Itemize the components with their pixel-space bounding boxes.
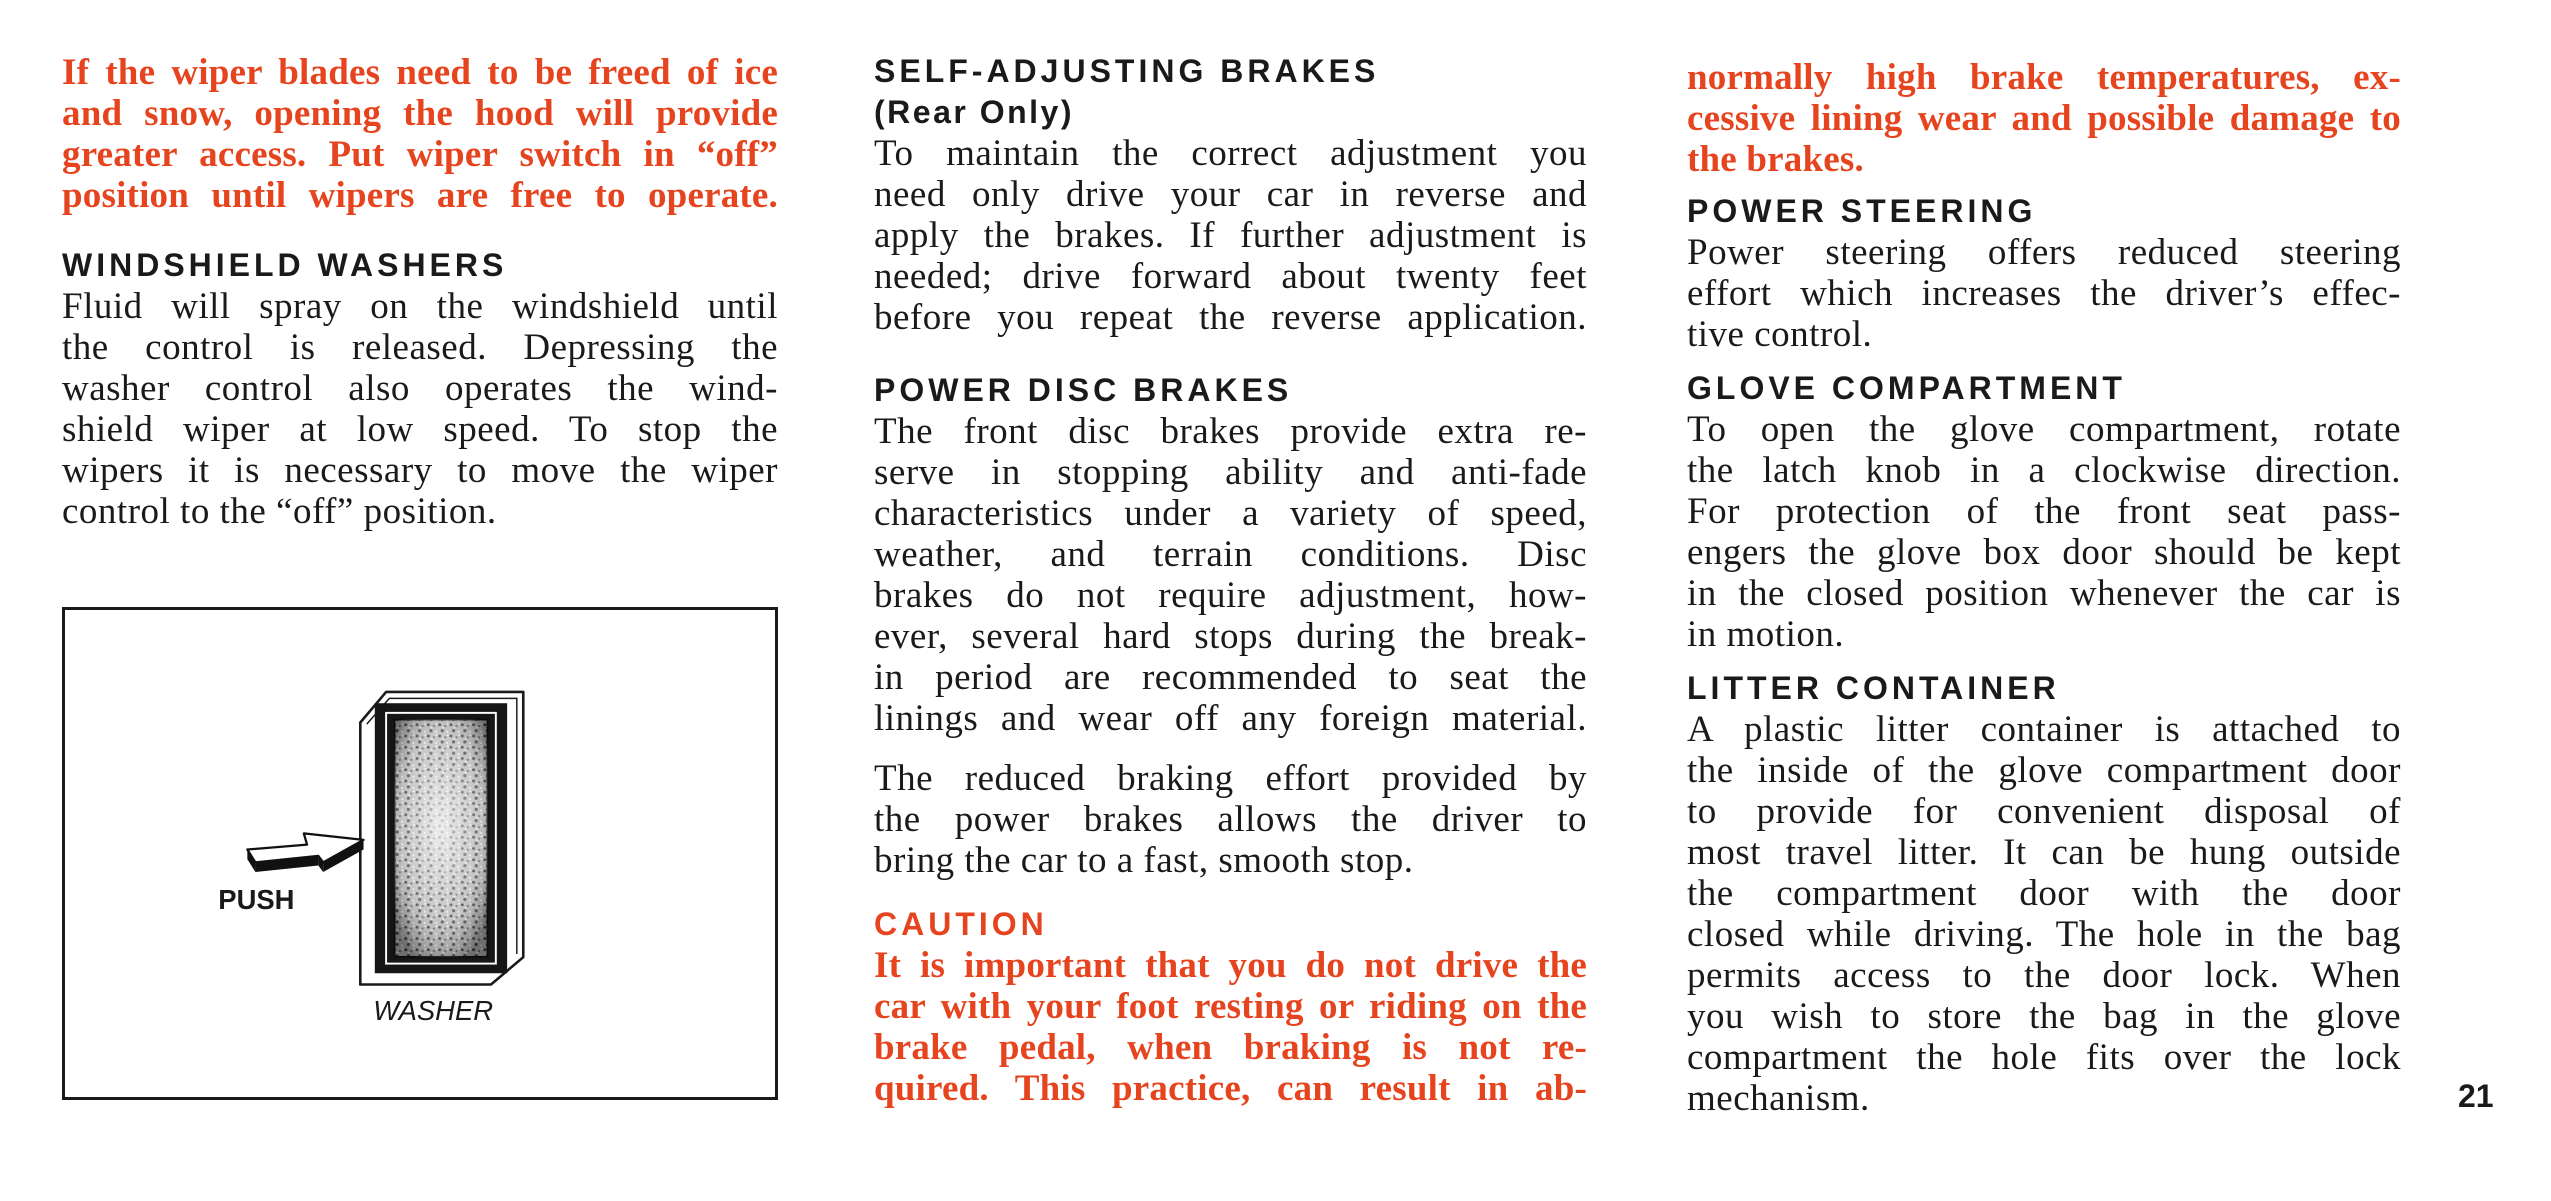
text-line: the brakes.	[1687, 139, 1864, 180]
push-arrow-icon	[247, 833, 363, 872]
text-line: wipers it is necessary to move the wiper	[62, 450, 778, 491]
switch-button-panel-shade	[394, 719, 488, 957]
washer-switch-illustration	[65, 610, 775, 1097]
text-line: engers the glove box door should be kept	[1687, 532, 2401, 573]
text-line: The front disc brakes provide extra re-	[874, 411, 1587, 452]
caution-continued	[1687, 57, 2401, 180]
self-adjusting-brakes-subheading: (Rear Only)	[874, 94, 1074, 130]
text-line: needed; drive forward about twenty feet	[874, 256, 1587, 297]
glove-compartment-heading: GLOVE COMPARTMENT	[1687, 370, 2126, 406]
text-line: linings and wear off any foreign material.	[874, 698, 1587, 739]
page-number: 21	[2458, 1078, 2494, 1114]
text-line: It is important that you do not drive the	[874, 945, 1587, 986]
reduced-braking-paragraph	[874, 758, 1587, 881]
text-line: compartment the hole fits over the lock	[1687, 1037, 2401, 1078]
text-line: the compartment door with the door	[1687, 873, 2401, 914]
text-line: and snow, opening the hood will provide	[62, 93, 778, 134]
text-line: brakes do not require adjustment, how-	[874, 575, 1587, 616]
text-line: normally high brake temperatures, ex-	[1687, 57, 2401, 98]
self-adjusting-brakes-section	[874, 51, 1587, 338]
text-line: shield wiper at low speed. To stop the	[62, 409, 778, 450]
text-line: brake pedal, when braking is not re-	[874, 1027, 1587, 1068]
text-line: before you repeat the reverse application.	[874, 297, 1587, 338]
text-line: To open the glove compartment, rotate	[1687, 409, 2401, 450]
text-line: bring the car to a fast, smooth stop.	[874, 840, 1414, 881]
text-line: the power brakes allows the driver to	[874, 799, 1587, 840]
text-line: most travel litter. It can be hung outside	[1687, 832, 2401, 873]
text-line: the latch knob in a clockwise direction.	[1687, 450, 2401, 491]
washer-label: WASHER	[373, 994, 494, 1026]
power-disc-brakes-heading: POWER DISC BRAKES	[874, 372, 1293, 408]
caution-heading: CAUTION	[874, 906, 1048, 942]
text-line: tive control.	[1687, 314, 1873, 355]
text-line: closed while driving. The hole in the bag	[1687, 914, 2401, 955]
text-line: need only drive your car in reverse and	[874, 174, 1587, 215]
wiper-ice-note	[62, 52, 778, 216]
text-line: position until wipers are free to operate.	[62, 175, 778, 216]
text-line: in period are recommended to seat the	[874, 657, 1587, 698]
text-line: Power steering offers reduced steering	[1687, 232, 2401, 273]
power-disc-brakes-section	[874, 370, 1587, 739]
windshield-washers-heading: WINDSHIELD WASHERS	[62, 247, 508, 283]
text-line: characteristics under a variety of speed,	[874, 493, 1587, 534]
text-line: To maintain the correct adjustment you	[874, 133, 1587, 174]
power-steering-heading: POWER STEERING	[1687, 193, 2037, 229]
text-line: effort which increases the driver’s effec-	[1687, 273, 2401, 314]
text-line: control to the “off” position.	[62, 491, 497, 532]
glove-compartment-section	[1687, 368, 2401, 655]
caution-section	[874, 904, 1587, 1109]
windshield-washers-section	[62, 245, 778, 532]
text-line: mechanism.	[1687, 1078, 1870, 1119]
push-label: PUSH	[218, 884, 295, 915]
text-line: greater access. Put wiper switch in “off”	[62, 134, 778, 175]
self-adjusting-brakes-heading: SELF-ADJUSTING BRAKES	[874, 53, 1380, 89]
text-line: serve in stopping ability and anti-fade	[874, 452, 1587, 493]
text-line: in motion.	[1687, 614, 1845, 655]
text-line: quired. This practice, can result in ab-	[874, 1068, 1587, 1109]
text-line: For protection of the front seat pass-	[1687, 491, 2401, 532]
text-line: weather, and terrain conditions. Disc	[874, 534, 1587, 575]
text-line: in the closed position whenever the car is	[1687, 573, 2401, 614]
text-line: the inside of the glove compartment door	[1687, 750, 2401, 791]
power-steering-section	[1687, 191, 2401, 355]
text-line: permits access to the door lock. When	[1687, 955, 2401, 996]
text-line: car with your foot resting or riding on the	[874, 986, 1587, 1027]
text-line: you wish to store the bag in the glove	[1687, 996, 2401, 1037]
text-line: The reduced braking effort provided by	[874, 758, 1587, 799]
text-line: cessive lining wear and possible damage to	[1687, 98, 2401, 139]
washer-switch-figure	[62, 607, 778, 1100]
text-line: washer control also operates the wind-	[62, 368, 778, 409]
litter-container-section	[1687, 668, 2401, 1119]
text-line: the control is released. Depressing the	[62, 327, 778, 368]
text-line: ever, several hard stops during the break-	[874, 616, 1587, 657]
text-line: A plastic litter container is attached to	[1687, 709, 2401, 750]
text-line: to provide for convenient disposal of	[1687, 791, 2401, 832]
litter-container-heading: LITTER CONTAINER	[1687, 670, 2060, 706]
text-line: Fluid will spray on the windshield until	[62, 286, 778, 327]
text-line: apply the brakes. If further adjustment is	[874, 215, 1587, 256]
text-line: If the wiper blades need to be freed of ice	[62, 52, 778, 93]
